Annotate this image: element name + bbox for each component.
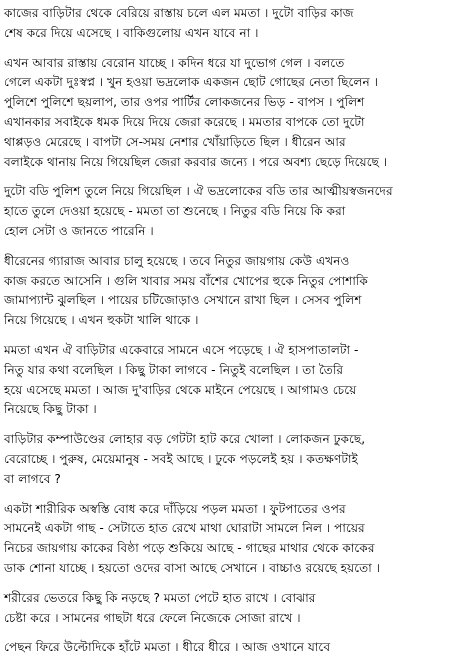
text-line: জামাপ্যান্ট ঝুলছিল । পায়ের চটিজোড়াও সেখানে রাখা ছিল । সেসব পুলিশ <box>4 293 362 308</box>
text-line: হয়ে এসেছে মমতা । আজ দু'বাড়ির থেকে মাইনে পেয়েছে । আগামও চেয়ে <box>4 382 357 397</box>
text-line: পুলিশে পুলিশে ছয়লাপ, তার ওপর পার্টির লোকজনের ভিড় - বাপস । পুলিশ <box>4 95 365 110</box>
paragraph <box>4 4 461 44</box>
paragraph <box>4 500 461 579</box>
text-line: নিয়ে গিয়েছে । এখন হুকটা খালি থাকে । <box>4 313 199 328</box>
text-line: কাজ করতে আসেনি । গুলি খাবার সময় বাঁশের খোপের হুকে নিতুর পোশাকি <box>4 273 368 288</box>
text-line: নিয়েছে কিছু টাকা । <box>4 402 97 417</box>
paragraph <box>4 638 461 658</box>
text-line: এখন আবার রাস্তায় বেরোন যাচ্ছে । কদিন ধরে যা দুভোগ গেল । বলতে <box>4 55 345 70</box>
text-line: মমতা এখন ঐ বাড়িটার একেবারে সামনে এসে পড়েছে । ঐ হাসপাতালটা - <box>4 342 359 357</box>
paragraph <box>4 430 461 489</box>
paragraph <box>4 252 461 331</box>
paragraph <box>4 589 461 629</box>
text-line: শেষ করে দিয়ে এসেছে । বাকিগুলোয় এখন যাবে না । <box>4 25 259 40</box>
paragraph <box>4 182 461 241</box>
text-line: থাপ্পড়ও মেরেছে । বাপটা সে-সময় নেশার খোঁয়াড়িতে ছিল । ধীরেন আর <box>4 134 346 149</box>
text-line: হাতে তুলে দেওয়া হয়েছে - মমতা তা শুনেছে । নিতুর বডি নিয়ে কি করা <box>4 204 346 219</box>
text-line: একটা শারীরিক অস্বস্তি বোধ করে দাঁড়িয়ে পড়ল মমতা । ফুটপাতের ওপর <box>4 501 346 516</box>
text-line: নিতু যার কথা বলেছিল । কিছু টাকা লাগবে - নিতুই বলেছিল । তা তৈরি <box>4 362 344 377</box>
text-line: নিচের জায়গায় কাকের বিষ্ঠা পড়ে শুকিয়ে আছে - গাছের মাথার থেকে কাকের <box>4 541 375 556</box>
text-line: বা লাগবে ? <box>4 471 61 486</box>
text-line: চেষ্টা করে । সামনের গাছটা ধরে ফেলে নিজেকে সোজা রাখে । <box>4 610 301 625</box>
paragraph <box>4 341 461 420</box>
text-line: ধীরেনের গ্যারাজ আবার চালু হয়েছে । তবে নিতুর জায়গায় কেউ এখনও <box>4 253 350 268</box>
text-line: এখানকার সবাইকে ধমক দিয়ে দিয়ে জেরা করেছে । মমতার বাপকে তো দুটো <box>4 114 365 129</box>
text-line: পেছন ফিরে উল্টোদিকে হাঁটে মমতা । ধীরে ধীরে । আজ ওখানে যাবে <box>4 640 331 655</box>
text-line: গেলে একটা দুঃস্বপ্ন । খুন হওয়া ভদ্রলোক একজন ছোট গোছের নেতা ছিলেন । <box>4 75 378 90</box>
paragraph <box>4 54 461 173</box>
text-line: দুটো বডি পুলিশ তুলে নিয়ে গিয়েছিল । ঐ ভদ্রলোকের বডি তার আত্মীয়স্বজনদের <box>4 184 393 199</box>
text-line: ডাক শোনা যাচ্ছে । হয়তো ওদের বাসা আছে সেখানে । বাচ্চাও রয়েছে হয়তো । <box>4 560 381 575</box>
text-line: হোল সেটা ও জানতে পারেনি । <box>4 223 154 238</box>
text-line: কাজের বাড়িটার থেকে বেরিয়ে রাস্তায় চলে এল মমতা । দুটো বাড়ির কাজ <box>4 6 354 20</box>
text-line: সামনেই একটা গাছ - সেটাতে হাত রেখে মাথা ঘোরাটা সামলে নিল । পায়ের <box>4 521 365 536</box>
text-line: বাড়িটার কম্পাউণ্ডের লোহার বড় গেটটা হাট করে খোলা । লোকজন ঢুকছে, <box>4 432 366 447</box>
text-line: শরীরের ভেতরে কিছু কি নড়ছে ? মমতা পেটে হাত রাখে । বোঝার <box>4 590 316 605</box>
text-line: বলাইকে থানায় নিয়ে গিয়েছিল জেরা করবার জন্যে । পরে অবশ্য ছেড়ে দিয়েছে । <box>4 154 388 169</box>
text-line: বেরোচ্ছে । পুরুষ, মেয়েমানুষ - সবই আছে । ঢুকে পড়লেই হয় । কতক্ষণটাই <box>4 451 358 466</box>
